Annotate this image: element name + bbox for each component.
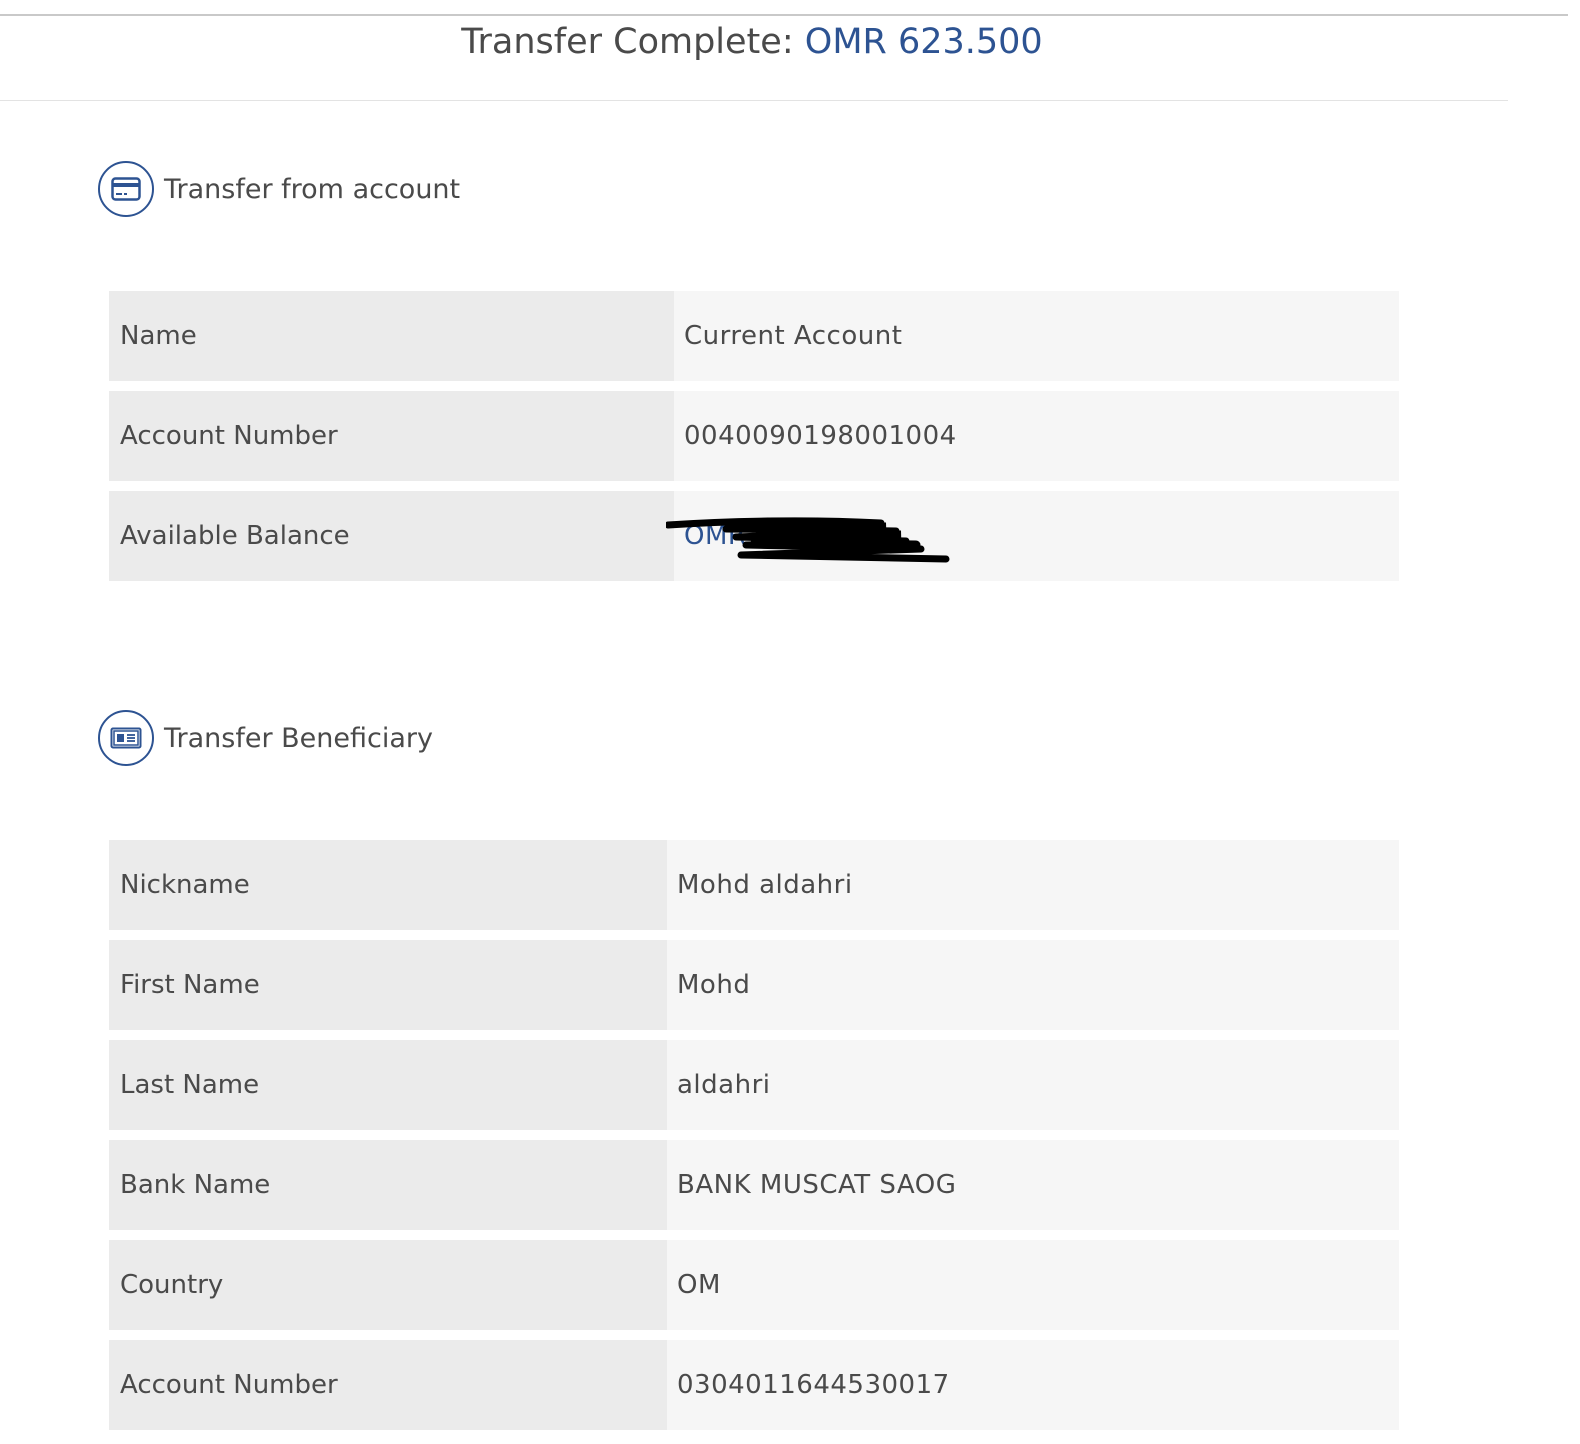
title-prefix: Transfer Complete: bbox=[461, 22, 794, 62]
table-row bbox=[109, 491, 1399, 581]
table-row bbox=[109, 391, 1399, 481]
credit-card-icon bbox=[98, 161, 154, 217]
row-label-first-name: First Name bbox=[109, 940, 667, 1030]
row-label-name: Name bbox=[109, 291, 674, 381]
row-label-country: Country bbox=[109, 1240, 667, 1330]
row-value-account-number: 0040090198001004 bbox=[674, 391, 1399, 481]
page-title bbox=[461, 22, 1046, 62]
row-label-beneficiary-account-number: Account Number bbox=[109, 1340, 667, 1430]
beneficiary-table bbox=[109, 840, 1399, 1440]
table-row bbox=[109, 1240, 1399, 1330]
id-card-icon bbox=[98, 710, 154, 766]
balance-value: OMR bbox=[684, 521, 747, 551]
table-row bbox=[109, 1140, 1399, 1230]
table-row bbox=[109, 291, 1399, 381]
row-label-available-balance: Available Balance bbox=[109, 491, 674, 581]
row-value-available-balance bbox=[674, 491, 1399, 581]
row-value-country: OM bbox=[667, 1240, 1399, 1330]
transfer-beneficiary-title: Transfer Beneficiary bbox=[164, 722, 433, 754]
table-row bbox=[109, 840, 1399, 930]
row-value-first-name: Mohd bbox=[667, 940, 1399, 1030]
table-row bbox=[109, 1040, 1399, 1130]
row-value-bank-name: BANK MUSCAT SAOG bbox=[667, 1140, 1399, 1230]
row-value-nickname: Mohd aldahri bbox=[667, 840, 1399, 930]
transfer-beneficiary-header bbox=[98, 710, 433, 766]
table-row bbox=[109, 1340, 1399, 1430]
row-label-bank-name: Bank Name bbox=[109, 1140, 667, 1230]
page-header bbox=[0, 16, 1508, 101]
row-label-nickname: Nickname bbox=[109, 840, 667, 930]
table-row bbox=[109, 940, 1399, 1030]
row-label-last-name: Last Name bbox=[109, 1040, 667, 1130]
redaction-scribble bbox=[666, 513, 956, 563]
transfer-from-header bbox=[98, 161, 460, 217]
row-label-account-number: Account Number bbox=[109, 391, 674, 481]
from-account-table bbox=[109, 291, 1399, 591]
row-value-name: Current Account bbox=[674, 291, 1399, 381]
row-value-beneficiary-account-number: 0304011644530017 bbox=[667, 1340, 1399, 1430]
row-value-last-name: aldahri bbox=[667, 1040, 1399, 1130]
transfer-from-title: Transfer from account bbox=[164, 173, 461, 205]
transfer-amount: OMR 623.500 bbox=[804, 22, 1043, 62]
